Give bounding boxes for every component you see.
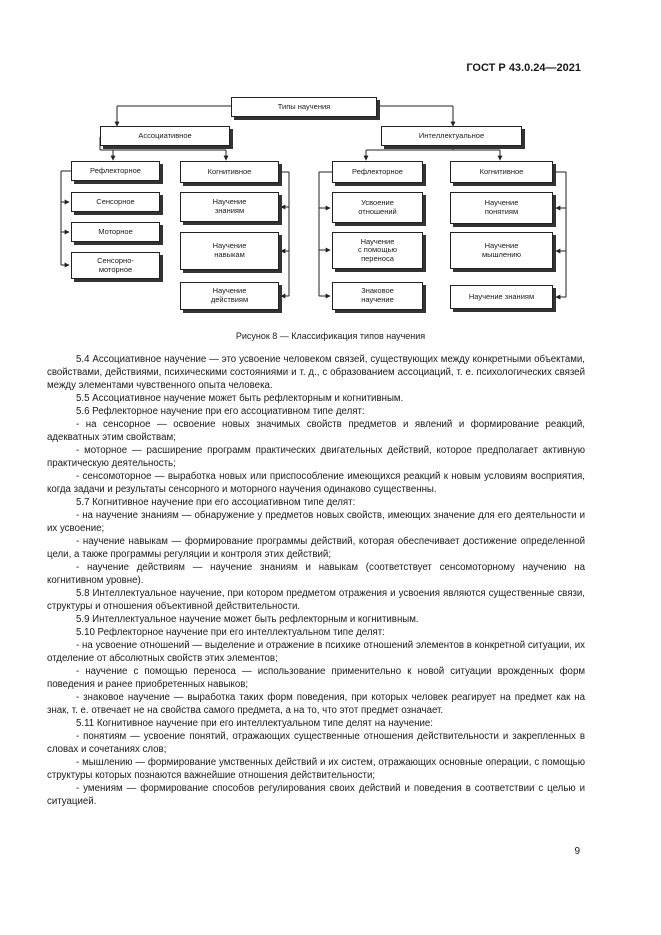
page-number: 9 bbox=[574, 846, 580, 857]
paragraph: - мышлению — формирование умственных действий и их систем, отражающих основные операции, с помощью структуры которых познаются важнейшие отношения действительности; bbox=[47, 757, 585, 781]
diagram-assoc-reflex-item: Сенсорное bbox=[71, 192, 160, 212]
paragraph: - знаковое научение — выработка таких форм поведения, при которых человек реагирует на предмет как на знак, т. е. отвечает не на свойства самого предмета, а на то, что этот предмет означает. bbox=[47, 692, 585, 716]
diagram-intel-reflex-box: Рефлекторное bbox=[332, 161, 423, 183]
body-text bbox=[47, 353, 585, 808]
paragraph: - научение навыкам — формирование программы действий, которая обеспечивает достижение определенной цели, а также программы регуляции и контроля этих действий; bbox=[47, 536, 585, 560]
diagram-assoc-cognitive-box: Когнитивное bbox=[180, 161, 279, 183]
paragraph: 5.4 Ассоциативное научение — это усвоение человеком связей, существующих между конкретными объектами, свойствами, действиями, психическими состояниями и т. д., с образованием ассоциаций, т. е. психологических связей между элементами чувственного опыта человека. bbox=[47, 354, 585, 391]
figure-caption: Рисунок 8 — Классификация типов научения bbox=[235, 331, 426, 341]
paragraph: 5.9 Интеллектуальное научение может быть рефлекторным и когнитивным. bbox=[76, 614, 419, 625]
diagram-intel-reflex-item: Усвоение отношений bbox=[332, 192, 423, 223]
diagram-intel-cognitive-item: Научение мышлению bbox=[450, 232, 553, 269]
paragraph: 5.11 Когнитивное научение при его интеллектуальном типе делят на научение: bbox=[76, 718, 433, 729]
paragraph: - сенсомоторное — выработка новых или приспособление имеющихся реакций к новым условиям восприятия, когда задачи и результаты сенсорного и моторного научения одинаково существенны. bbox=[47, 471, 585, 495]
diagram-assoc-cognitive-item: Научение навыкам bbox=[180, 232, 279, 270]
diagram-assoc-reflex-item: Моторное bbox=[71, 222, 160, 242]
paragraph: - умениям — формирование способов регулирования своих действий и поведения в соответствии с целью и ситуацией. bbox=[47, 783, 585, 807]
diagram-assoc-box: Ассоциативное bbox=[100, 126, 230, 146]
paragraph: 5.8 Интеллектуальное научение, при котором предметом отражения и усвоения являются существенные связи, структуры и отношения объективной действительности. bbox=[47, 588, 585, 612]
diagram-intel-box: Интеллектуальное bbox=[381, 126, 522, 146]
paragraph: - на сенсорное — освоение новых значимых свойств предметов и явлений и формирование реакций, адекватных этим свойствам; bbox=[47, 419, 585, 443]
diagram-assoc-cognitive-item: Научение знаниям bbox=[180, 192, 279, 222]
paragraph: - моторное — расширение программ практических двигательных действий, которое предполагает активную практическую деятельность; bbox=[47, 445, 585, 469]
diagram-intel-cognitive-box: Когнитивное bbox=[450, 161, 553, 183]
paragraph: - научение с помощью переноса — использование применительно к новой ситуации врожденных форм поведения и ранее приобретенных навыков; bbox=[47, 666, 585, 690]
diagram-intel-cognitive-item: Научение знаниям bbox=[450, 285, 553, 309]
diagram-intel-reflex-item: Знаковое научение bbox=[332, 282, 423, 310]
document-id: ГОСТ Р 43.0.24—2021 bbox=[466, 62, 581, 74]
paragraph: - научение действиям — научение знаниям и навыкам (соответствует сенсомоторному научению на когнитивном уровне). bbox=[47, 562, 585, 586]
paragraph: - на усвоение отношений — выделение и отражение в психике отношений элементов в конкретной ситуации, их отделение от абсолютных свойств этих элементов; bbox=[47, 640, 585, 664]
diagram-intel-reflex-item: Научение с помощью переноса bbox=[332, 232, 423, 269]
diagram-assoc-reflex-box: Рефлекторное bbox=[71, 161, 160, 181]
paragraph: 5.5 Ассоциативное научение может быть рефлекторным и когнитивным. bbox=[76, 393, 404, 404]
diagram-intel-cognitive-item: Научение понятиям bbox=[450, 192, 553, 224]
paragraph: - на научение знаниям — обнаружение у предметов новых свойств, имеющих значение для его деятельности и их усвоение; bbox=[47, 510, 585, 534]
paragraph: - понятиям — усвоение понятий, отражающих существенные отношения действительности и закрепленных в словах и сочетаниях слов; bbox=[47, 731, 585, 755]
paragraph: 5.6 Рефлекторное научение при его ассоциативном типе делят: bbox=[76, 406, 365, 417]
diagram-assoc-reflex-item: Сенсорно- моторное bbox=[71, 252, 160, 279]
diagram-assoc-cognitive-item: Научение действиям bbox=[180, 282, 279, 310]
paragraph: 5.10 Рефлекторное научение при его интеллектуальном типе делят: bbox=[76, 627, 385, 638]
paragraph: 5.7 Когнитивное научение при его ассоциативном типе делят: bbox=[76, 497, 356, 508]
diagram-root-box: Типы научения bbox=[231, 97, 377, 117]
